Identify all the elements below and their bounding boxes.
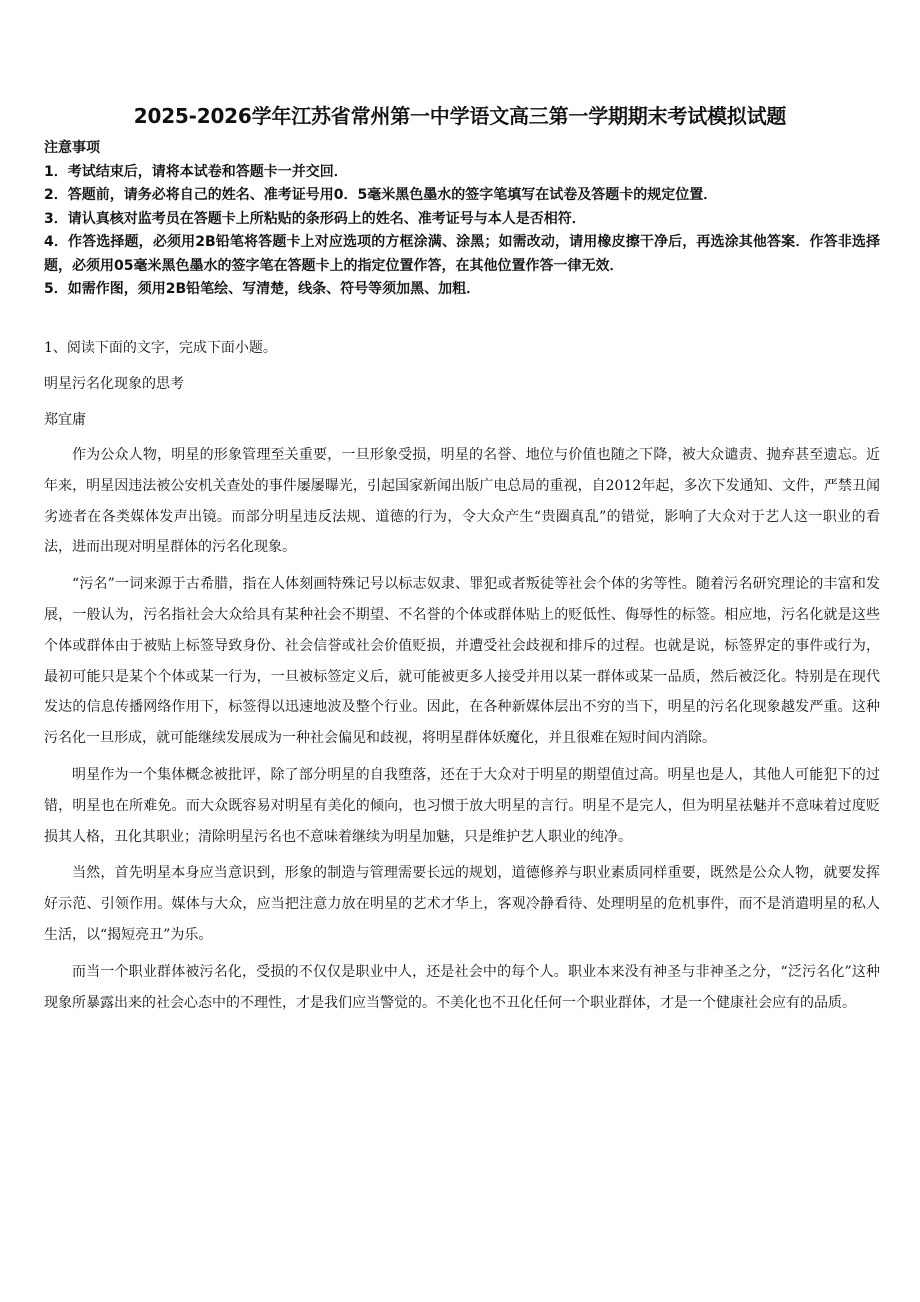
article-paragraph: 作为公众人物，明星的形象管理至关重要，一旦形象受损，明星的名誉、地位与价值也随之下降，被大众谴责、抛弃甚至遗忘。近年来，明星因违法被公安机关查处的事件屡屡曝光，引起国家新闻出版广电总局的重视，自2012年起，多次下发通知、文件，严禁丑闻劣迹者在各类媒体发声出镜。而部分明星违反法规、道德的行为，令大众产生“贵圈真乱”的错觉，影响了大众对于艺人这一职业的看法，进而出现对明星群体的污名化现象。 (44, 447, 880, 556)
article-body (44, 440, 880, 1024)
page-title: 2025-2026学年江苏省常州第一中学语文高三第一学期期末考试模拟试题 (133, 104, 787, 128)
article-title: 明星污名化现象的思考 (44, 376, 184, 392)
notice-item: 1．考试结束后，请将本试卷和答题卡一并交回． (44, 163, 348, 180)
question-heading: 1、阅读下面的文字，完成下面小题。 (44, 340, 277, 356)
article-author: 郑宜庸 (44, 412, 86, 428)
notice-item: 4．作答选择题，必须用2B铅笔将答题卡上对应选项的方框涂满、涂黑；如需改动，请用橡皮擦干净后，再选涂其他答案．作答非选择题，必须用05毫米黑色墨水的签字笔在答题卡上的指定位置作答，在其他位置作答一律无效． (44, 234, 880, 274)
notice-item: 3．请认真核对监考员在答题卡上所粘贴的条形码上的姓名、准考证号与本人是否相符． (44, 210, 586, 227)
notice-section (44, 137, 880, 302)
article-paragraph: 而当一个职业群体被污名化，受损的不仅仅是职业中人，还是社会中的每个人。职业本来没有神圣与非神圣之分，“泛污名化”这种现象所暴露出来的社会心态中的不理性，才是我们应当警觉的。不美化也不丑化任何一个职业群体，才是一个健康社会应有的品质。 (44, 963, 880, 1011)
notice-heading: 注意事项 (44, 140, 100, 156)
article-paragraph: 当然，首先明星本身应当意识到，形象的制造与管理需要长远的规划，道德修养与职业素质同样重要，既然是公众人物，就要发挥好示范、引领作用。媒体与大众，应当把注意力放在明星的艺术才华上，客观冷静看待、处理明星的危机事件，而不是消遣明星的私人生活，以“揭短亮丑”为乐。 (44, 865, 880, 943)
notice-item: 2．答题前，请务必将自己的姓名、准考证号用0．5毫米黑色墨水的签字笔填写在试卷及答题卡的规定位置． (44, 187, 718, 203)
article-paragraph: 明星作为一个集体概念被批评，除了部分明星的自我堕落，还在于大众对于明星的期望值过高。明星也是人，其他人可能犯下的过错，明星也在所难免。而大众既容易对明星有美化的倾向，也习惯于放大明星的言行。明星不是完人，但为明星祛魅并不意味着过度贬损其人格，丑化其职业；清除明星污名也不意味着继续为明星加魅，只是维护艺人职业的纯净。 (44, 766, 880, 845)
article-paragraph: “污名”一词来源于古希腊，指在人体刻画特殊记号以标志奴隶、罪犯或者叛徒等社会个体的劣等性。随着污名研究理论的丰富和发展，一般认为，污名指社会大众给具有某种社会不期望、不名誉的个体或群体贴上的贬低性、侮辱性的标签。相应地，污名化就是这些个体或群体由于被贴上标签导致身份、社会信誉或社会价值贬损，并遭受社会歧视和排斥的过程。也就是说，标签界定的事件或行为，最初可能只是某个个体或某一行为，一旦被标签定义后，就可能被更多人接受并用以某一群体或某一品质，然后被泛化。特别是在现代发达的信息传播网络作用下，标签得以迅速地波及整个行业。因此，在各种新媒体层出不穷的当下，明星的污名化现象越发严重。这种污名化一旦形成，就可能继续发展成为一种社会偏见和歧视，将明星群体妖魔化，并且很难在短时间内消除。 (44, 576, 880, 747)
notice-item: 5．如需作图，须用2B铅笔绘、写清楚，线条、符号等须加黑、加粗． (44, 281, 481, 297)
